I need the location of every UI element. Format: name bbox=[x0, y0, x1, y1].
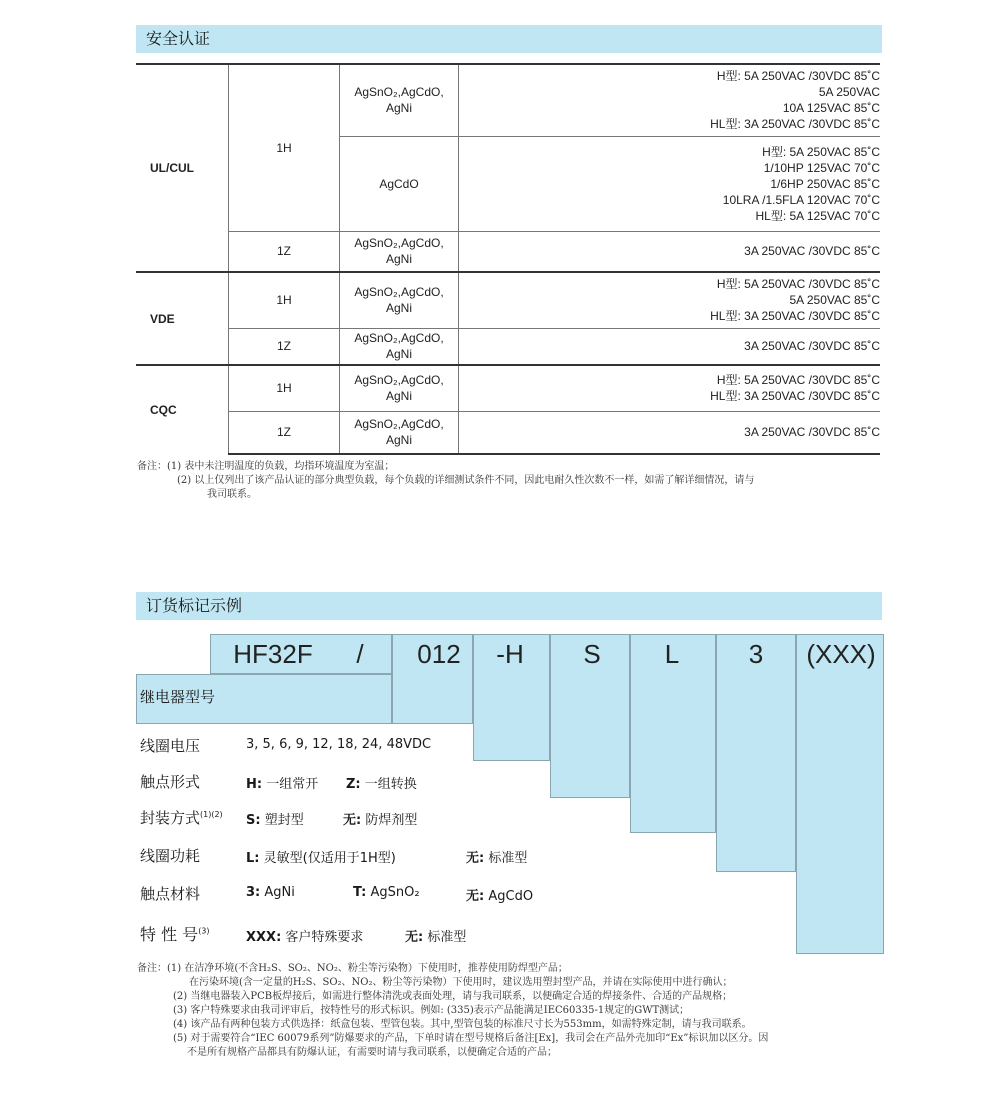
table-row bbox=[136, 411, 880, 454]
rating-cell: H型: 5A 250VAC /30VDC 85˚C 5A 250VAC 85˚C HL型: 3A 250VAC /30VDC 85˚C bbox=[459, 272, 881, 328]
note-line: 我司联系。 bbox=[207, 489, 257, 500]
code-model: HF32F bbox=[233, 639, 313, 669]
code-seal: S bbox=[583, 639, 601, 669]
contact-material-option-3: 无: AgCdO bbox=[466, 889, 534, 904]
type-cell: 1H bbox=[229, 64, 340, 231]
material-cell: AgSnO₂,AgCdO, AgNi bbox=[340, 328, 459, 365]
sealing-option-1: S: 塑封型 bbox=[246, 813, 304, 828]
rating-cell: 3A 250VAC /30VDC 85˚C bbox=[459, 411, 881, 454]
code-slash: / bbox=[356, 639, 364, 669]
contact-form-label: 触点形式 bbox=[140, 773, 201, 791]
material-cell: AgSnO₂,AgCdO, AgNi bbox=[340, 411, 459, 454]
special-option-1: XXX: 客户特殊要求 bbox=[246, 930, 364, 945]
type-cell: 1Z bbox=[229, 328, 340, 365]
sealing-label: 封装方式$^{(1)(2)}$ bbox=[140, 809, 223, 827]
code-material: 3 bbox=[748, 639, 764, 669]
note-line: (3) 客户特殊要求由我司评审后，按特性号的形式标识。例如: (335)表示产品能满足IEC60335-1规定的GWT测试； bbox=[173, 1005, 690, 1016]
standard-cell: UL/CUL bbox=[136, 64, 229, 272]
table-row bbox=[136, 328, 880, 365]
note-line: (5) 对于需要符合“IEC 60079系列”防爆要求的产品，下单时请在型号规格后备注[Ex]，我司会在产品外壳加印“Ex”标识加以区分。因 bbox=[173, 1033, 769, 1044]
code-coil: L bbox=[664, 639, 680, 669]
special-option-2: 无: 标准型 bbox=[405, 930, 467, 945]
table-row bbox=[136, 365, 880, 411]
contact-form-option-2: Z: 一组转换 bbox=[346, 777, 417, 792]
rating-cell: H型: 5A 250VAC /30VDC 85˚C 5A 250VAC 10A 125VAC 85˚C HL型: 3A 250VAC /30VDC 85˚C bbox=[459, 64, 881, 136]
section-header-ordering: 订货标记示例 bbox=[136, 592, 882, 620]
note-line: 备注：(1) 在洁净环境(不含H₂S、SO₂、NO₂、粉尘等污染物）下使用时，推荐使用防焊型产品； bbox=[137, 963, 568, 974]
relay-type-label: 继电器型号 bbox=[140, 688, 216, 706]
type-cell: 1Z bbox=[229, 231, 340, 272]
material-cell: AgSnO₂,AgCdO, AgNi bbox=[340, 272, 459, 328]
material-cell: AgSnO₂,AgCdO, AgNi bbox=[340, 365, 459, 411]
section-header-safety: 安全认证 bbox=[136, 25, 882, 53]
table-row bbox=[136, 231, 880, 272]
rating-cell: H型: 5A 250VAC /30VDC 85˚C HL型: 3A 250VAC /30VDC 85˚C bbox=[459, 365, 881, 411]
coil-voltage-value: 3, 5, 6, 9, 12, 18, 24, 48VDC bbox=[246, 737, 432, 752]
material-cell: AgSnO₂,AgCdO, AgNi bbox=[340, 231, 459, 272]
rating-cell: 3A 250VAC /30VDC 85˚C bbox=[459, 231, 881, 272]
coil-voltage-label: 线圈电压 bbox=[140, 737, 201, 755]
material-cell: AgSnO₂,AgCdO, AgNi bbox=[340, 64, 459, 136]
code-special: (XXX) bbox=[806, 639, 876, 669]
rating-cell: 3A 250VAC /30VDC 85˚C bbox=[459, 328, 881, 365]
contact-material-option-1: 3: AgNi bbox=[246, 885, 295, 900]
rating-cell: H型: 5A 250VAC 85˚C 1/10HP 125VAC 70˚C 1/6HP 250VAC 85˚C 10LRA /1.5FLA 120VAC 70˚C HL型: 5A 125VAC 70˚C bbox=[459, 136, 881, 231]
note-line: (2) 当继电器装入PCB板焊接后，如需进行整体清洗或表面处理，请与我司联系，以便确定合适的焊接条件、合适的产品规格； bbox=[173, 991, 733, 1002]
certification-table bbox=[136, 63, 880, 455]
ordering-notes bbox=[137, 962, 768, 1060]
type-cell: 1H bbox=[229, 365, 340, 411]
contact-form-option-1: H: 一组常开 bbox=[246, 777, 319, 792]
standard-cell: VDE bbox=[136, 272, 229, 365]
table-row bbox=[136, 64, 880, 136]
note-line: 备注：(1) 表中未注明温度的负载，均指环境温度为室温； bbox=[137, 461, 395, 472]
coil-power-label: 线圈功耗 bbox=[140, 847, 201, 865]
material-cell: AgCdO bbox=[340, 136, 459, 231]
contact-material-label: 触点材料 bbox=[140, 885, 201, 903]
table-row bbox=[136, 272, 880, 328]
coil-power-option-2: 无: 标准型 bbox=[466, 851, 528, 866]
safety-notes bbox=[137, 460, 754, 502]
sealing-option-2: 无: 防焊剂型 bbox=[343, 813, 418, 828]
special-block bbox=[796, 634, 884, 954]
contact-material-option-2: T: AgSnO₂ bbox=[353, 885, 420, 900]
note-line: 在污染环境(含一定量的H₂S、SO₂、NO₂、粉尘等污染物）下使用时，建议选用塑封型产品，并请在实际使用中进行确认； bbox=[189, 977, 733, 988]
standard-cell: CQC bbox=[136, 365, 229, 454]
code-contact: -H bbox=[496, 639, 524, 669]
note-line: 不是所有规格产品都具有防爆认证，有需要时请与我司联系，以便确定合适的产品； bbox=[187, 1047, 557, 1058]
code-voltage: 012 bbox=[417, 639, 461, 669]
type-cell: 1Z bbox=[229, 411, 340, 454]
note-line: (4) 该产品有两种包装方式供选择：纸盒包装、型管包装。其中,型管包装的标准尺寸长为553mm，如需特殊定制，请与我司联系。 bbox=[173, 1019, 752, 1030]
coil-power-option-1: L: 灵敏型(仅适用于1H型) bbox=[246, 851, 396, 866]
note-line: (2) 以上仅列出了该产品认证的部分典型负载，每个负载的详细测试条件不同，因此电耐久性次数不一样，如需了解详细情况，请与 bbox=[177, 475, 755, 486]
type-cell: 1H bbox=[229, 272, 340, 328]
special-label: 特 性 号$^{(3)}$ bbox=[140, 925, 210, 944]
